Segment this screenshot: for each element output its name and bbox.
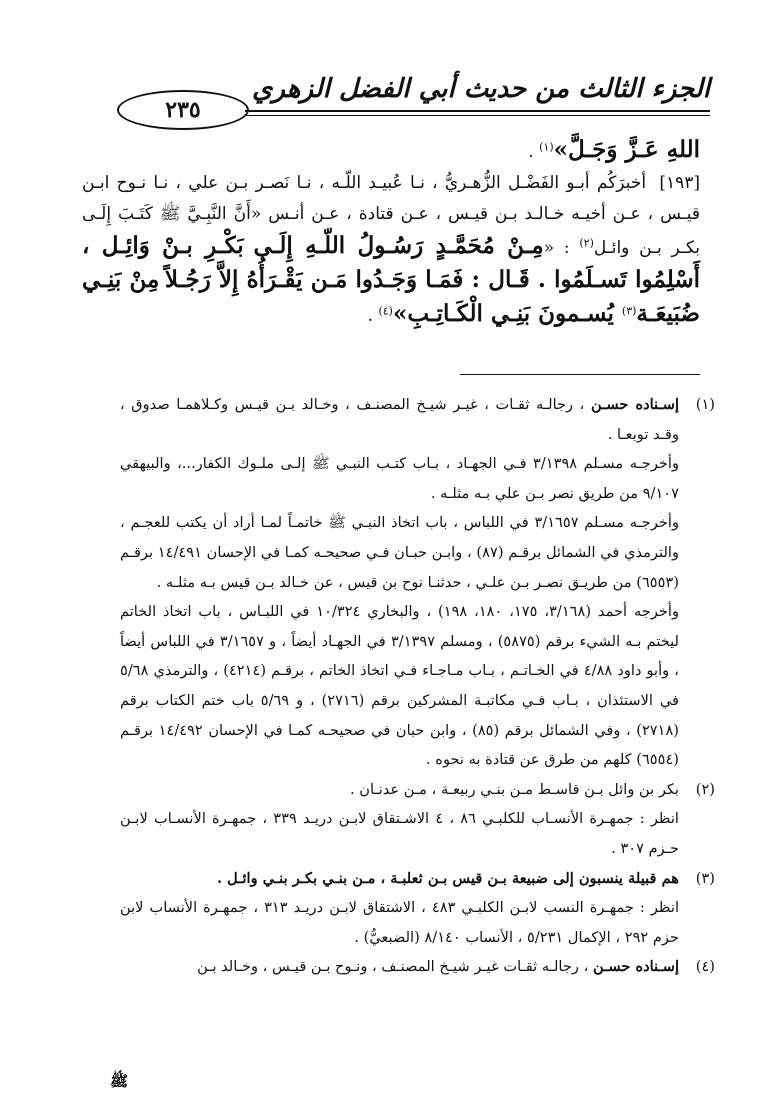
hadith-number: [١٩٣] bbox=[659, 173, 701, 193]
footnote-4: (٤) إسـناده حسـن ، رجالـه ثقـات غيـر شيـخ المصنـف ، ونـوح بـن قيـس ، وخـالد بـن bbox=[120, 952, 715, 982]
footnote-verdict: إسـناده حسـن bbox=[591, 396, 680, 413]
footnote-3: (٣) هم قبيلة ينسبون إلى ضبيعة بـن قيس بـن ثعلبـة ، مـن بنـي بكـر بنـي وائـل . انظر : جمهـرة النسب لابـن الكلبـي ٤٨٣ ، الاشتقاق لابـن دريـد ٣١٣ ، جمهـرة الأنساب لابن حزم ٢٩٢ ، الإكمال ٥/٢٣١ ، الأنساب ٨/١٤٠ (الضبعيُّ) . bbox=[120, 864, 715, 953]
running-title: الجزء الثالث من حديث أبي الفضل الزهري bbox=[252, 74, 710, 104]
footnote-1: (١) إسـناده حسـن ، رجالـه ثقـات ، غيـر شيـخ المصنـف ، وخـالد بـن قيـس وكـلاهمـا صدوق ، وقـد توبعـا . وأخرجـه مسـلم ٣/١٣٩٨ فـي الجهـاد ، بـاب كتـب النبـي ﷺ إلـى ملـوك الكفار...، والبيهقي ٩/١٠٧ من طريق نصر بـن علي بـه مثلـه . وأخرجـه مسـلم ٣/١٦٥٧ في اللباس ، باب اتخاذ النبـي ﷺ خاتمـاً لمـا أراد أن يكتب للعجـم ، والترمذي في الشمائل برقـم (٨٧) ، وابـن حبـان فـي صحيحـه كمـا في الإحسان ١٤/٤٩١ برقـم (٦٥٥٣) من طريـق نصـر بـن علـي ، حدثنـا نوح بن قيس ، عن خـالد بـن قيس بـه مثلـه . وأخرجه أحمد (٣/١٦٨، ١٧٥، ١٨٠، ١٩٨) ، والبخاري ١٠/٣٢٤ في اللبـاس ، باب اتخاذ الخاتم ليختم بـه الشيء برقم (٥٨٧٥) ، ومسلم ٣/١٣٩٧ في الجهـاد أيضاً ، و ٣/١٦٥٧ في اللباس أيضاً ، وأبو داود ٤/٨٨ في الخـاتـم ، بـاب مـاجـاء فـي اتخاذ الخاتم ، برقـم (٤٢١٤) ، والترمذي ٥/٦٨ في الاستئذان ، بـاب فـي مكاتبـة المشركين برقم (٢٧١٦) ، و ٥/٦٩ باب ختم الكتاب برقم (٢٧١٨) ، وفي الشمائل برقم (٨٥) ، وابن حبان في صحيحـه كمـا في الإحسان ١٤/٤٩٢ برقـم (٦٥٥٤) كلهم من طرق عن قتادة به نحوه . bbox=[120, 390, 715, 775]
footnote-verdict: إسـناده حسـن bbox=[592, 958, 679, 976]
footnote-number: (٣) bbox=[695, 869, 715, 887]
hadith-matn: مِـنْ مُحَمَّـدٍ رَسُـولُ اللّـهِ إِلَـى bbox=[253, 232, 544, 259]
main-text bbox=[82, 134, 700, 332]
footnote-ref-1: (١) bbox=[539, 140, 554, 154]
page-corner-mark: ﷺ bbox=[110, 1072, 129, 1090]
footnote-ref-3: (٣) bbox=[621, 304, 637, 318]
footnote-number: (٢) bbox=[695, 780, 715, 798]
footnote-2: (٢) بكر بن وائل بـن قاسـط مـن بنـي ربيعـة ، مـن عدنـان . انظر : جمهـرة الأنسـاب للكلبـي ٨٦ ، ٤ الاشـتقاق لابـن دريـد ٣٣٩ ، جمهـرة الأنسـاب لابـن حـزم ٣٠٧ . bbox=[120, 775, 715, 864]
main-line-1: اللهِ عَـزَّ وَجَـلَّ»$^{(١)}$ . bbox=[528, 136, 700, 163]
footnote-ref-2: (٢) bbox=[579, 236, 594, 250]
footnote-number: (٤) bbox=[695, 958, 715, 976]
page-header bbox=[95, 70, 710, 123]
hadith-isnad: [١٩٣] أخبرَكُم أبـو الفَضْـل الزُّهـريُّ ، نـا عُبيـد اللّـه ، نـا نَصـر بـن علي ، نـا نـوح ابـن قيـس ، عـن أخيـه خـالـد بـن قيـس ، عـن قتادة ، عـن أنـس «أَنَّ النَّبِـيَّ ﷺ كَتَـبَ إِلَـى بكـر بـن وائـل$^{(٢)}$ : «مِـنْ مُحَمَّـدٍ رَسُـولُ اللّـهِ إِلَـى بَكْـرِ بـنْ وَائِـل ، أَسْلِمُوا تَسـلَمُوا . قَـال : فَمَـا وَجَـدُوا مَـن يَقْـرَأُهُ إِلاَّ رَجُـلاً مِنْ بَنِـي ضُبَيعَـة$^{(٣)}$ يُسـمونَ بَنِـي الْكَـاتِـبِ»$^{(٤)}$ . bbox=[82, 173, 701, 327]
footnote-number: (١) bbox=[695, 396, 715, 413]
footnote-divider bbox=[460, 374, 700, 375]
page-number: ٢٣٥ bbox=[117, 90, 249, 130]
footnotes bbox=[120, 390, 715, 982]
header-rule-thick bbox=[245, 110, 710, 112]
header-rule-thin bbox=[245, 115, 710, 116]
footnote-ref-4: (٤) bbox=[378, 304, 393, 318]
